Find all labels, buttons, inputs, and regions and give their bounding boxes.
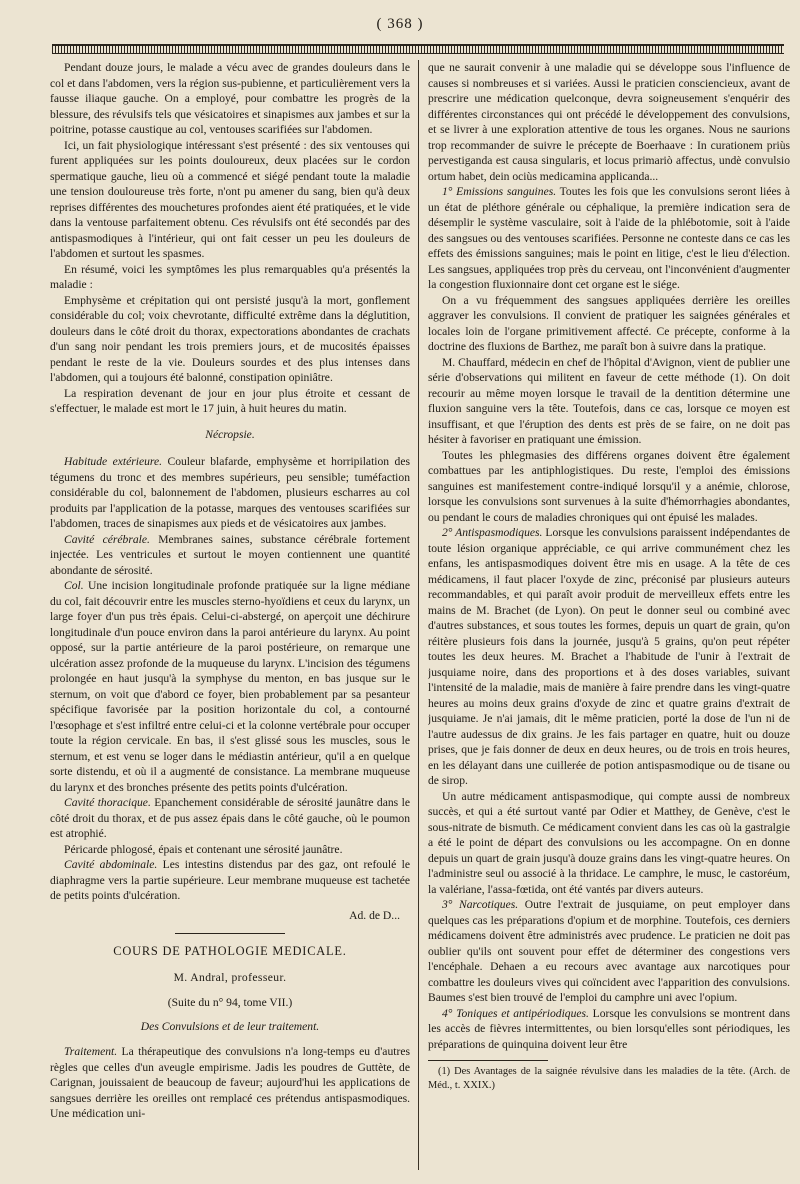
paragraph-text: Outre l'extrait de jusquiame, on peut employer dans quelques cas les préparations d'opium et de morphine. Toutefois, ces derniers médicamens doivent être administrés avec prudence. Le praticien ne doit pas oublier qu'ils ont souvent pour effet de déterminer des congestions vers l'encéphale. Dehaen a eu recours avec avantage aux narcotiques pour combattre les douleurs vives qui coïncident avec l'apparition des convulsions. Baumes s'est bien trouvé de l'emploi du camphre uni avec l'opium.	[428, 898, 790, 1004]
paragraph: Péricarde phlogosé, épais et contenant une sérosité jaunâtre.	[64, 842, 343, 856]
footnote: (1) Des Avantages de la saignée révulsive dans les maladies de la tête. (Arch. de Méd., t. XXIX.)	[428, 1066, 790, 1091]
paragraph	[50, 857, 410, 904]
paragraph-lead: Habitude extérieure.	[64, 455, 163, 468]
paragraph-text: Lorsque les convulsions paraissent indépendantes de toute lésion organique appréciable, ce qui arrive communément chez les enfans, les antispasmodiques doivent être mis en usage. A la tête de ces médicamens, il faut placer l'oxyde de zinc, préconisé par plusieurs auteurs recommandables, et qui paraît avoir produit de merveilleux effets entre les mains de M. Brachet (de Lyon). On peut le donner seul ou combiné avec d'autres substances, et sous toutes les formes, depuis un quart de grain, qu'on réitère plusieurs fois dans la journée, jusqu'à 5 grains, qu'on peut répéter toutes les deux heures. M. Brachet a l'habitude de l'unir à l'extrait de jusquiame noire, dans des proportions et à des doses variables, suivant l'intensité de la maladie, mais de manière à faire prendre dans les vingt-quatre heures au moins deux grains d'oxyde de zinc et quatre grains d'extrait de jusquiame. Je n'ai jamais, dit le même praticien, porté la dose de l'un ni de l'autre audessus de dix grains. Je les fais partager en quatre, huit ou douze prises, que je fais donner de deux en deux heures, ou de trois en trois heures, en les délayant dans une cuillerée de potion antispasmodique ou de tisane ou de sirop.	[428, 526, 790, 787]
paragraph	[428, 184, 790, 293]
course-title: COURS DE PATHOLOGIE MEDICALE.	[113, 944, 347, 958]
signature: Ad. de D...	[349, 908, 400, 922]
paragraph: M. Chauffard, médecin en chef de l'hôpital d'Avignon, vient de publier une série d'observations qui militent en faveur de cette méthode (1). On doit recourir au même moyen lorsque le travail de la dentition détermine une fluxion sanguine vers la tête. Toutefois, dans ce cas, lorsque ce moyen est insuffisant, et que l'éruption des dents est près de se faire, on ne doit pas hésiter à favoriser en pratiquant une émission.	[428, 355, 790, 446]
page-number: ( 368 )	[376, 16, 424, 32]
paragraph-text: Membranes saines, substance cérébrale fortement injectée. Les ventricules et surtout le moyen contiennent une quantité abondante de sérosité.	[50, 532, 410, 577]
paragraph	[50, 1044, 410, 1122]
paragraph-lead: Cavité cérébrale.	[64, 532, 150, 546]
paragraph: Pendant douze jours, le malade a vécu avec de grandes douleurs dans le col et dans l'abdomen, vers la région sus-pubienne, et particulièrement vers la fausse iliaque gauche. On a employé, pour combattre les progrès de la blessure, des révulsifs tels que vésicatoires et sinapismes aux jambes et sur la poitrine, potasse caustique au col, ventouses scarifiées sur l'abdomen.	[50, 61, 410, 136]
paragraph-text: Une incision longitudinale profonde pratiquée sur la ligne médiane du col, fait découvrir entre les muscles sterno-hyoïdiens et ceux du larynx, un large foyer d'un pus très épais. Celui-ci-abstergé, on aperçoit une déchirure longitudinale d'un pouce environ dans la paroi antérieure du larynx. Au point opposé, sur la partie antérieure de la paroi postérieure, on remarque une ulcération assez profonde de la muqueuse du larynx. L'incision des tégumens prolongée en haut jusqu'à la symphyse du menton, en bas jusque sur le sternum, on voit que d'abord ce foyer, bien probablement par sa pesanteur spécifique favorisée par la position horizontale du col, a contourné l'œsophage et s'est infiltré entre celui-ci et la colonne vertébrale pour occuper toute la région cervicale. En bas, il s'est glissé sous les muscles, sous le sternum, et est venu se loger dans le médiastin antérieur, qu'il a en quelque sorte distendu, et où il a augmenté de consistance. La membrane muqueuse du larynx et des bronches présente des petits points d'ulcération.	[50, 579, 410, 794]
paragraph-lead: 3° Narcotiques.	[442, 898, 519, 911]
paragraph	[50, 454, 410, 532]
paragraph-lead: Cavité abdominale.	[64, 858, 158, 871]
paragraph-text: Lorsque les convulsions se montrent dans les accès de fièvres intermittentes, ou bien lorsqu'elles sont périodiques, les préparations de quinquina doivent leur être	[428, 1006, 790, 1051]
paragraph-lead: Traitement.	[64, 1045, 118, 1058]
paragraph-text: Toutes les fois que les convulsions seront liées à un état de pléthore générale ou céphalique, la première indication sera de désemplir le système vasculaire, soit à l'aide de la phlébotomie, soit à l'aide des sangsues ou des ventouses scarifiées. Personne ne conteste dans ce cas les effets des émissions sanguines; mais le point en litige, c'est le lieu d'élection. Les sangsues, appliquées trop près du cerveau, ont l'inconvénient d'augmenter la congestion fluxionnaire dont cet organe est le siége.	[428, 185, 790, 291]
paragraph-text: La thérapeutique des convulsions n'a long-temps eu d'autres règles que celles d'un aveugle empirisme. Jadis les poudres de Guttète, de Carignan, jouissaient de beaucoup de faveur; aujourd'hui les applications de sangsues derrière les oreilles ont remplacé ces prétendus antispasmodiques. Une médication uni-	[50, 1045, 410, 1120]
paragraph: Emphysème et crépitation qui ont persisté jusqu'à la mort, gonflement considérable du col; voix chevrotante, difficulté extrême dans la déglutition, douleurs dans le côté droit du thorax, expectorations abondantes de crachats d'un sang noir pendant les trois premiers jours, et de mucosités épaisses pendant le reste de la vie. Douleurs sourdes et des plus intenses dans l'abdomen, qui a toujours été balonné, constipation opiniâtre.	[50, 293, 410, 384]
paragraph	[50, 532, 410, 579]
paragraph: On a vu fréquemment des sangsues appliquées derrière les oreilles aggraver les convulsions. Il convient de pratiquer les saignées générales et locales loin de l'organe primitivement affecté. Ce précepte, conforme à la doctrine des fluxions de Barthez, me paraît bon à suivre dans la pratique.	[428, 293, 790, 353]
paragraph	[428, 897, 790, 1006]
paragraph-lead: Col.	[64, 579, 84, 592]
footnote-rule	[428, 1060, 548, 1061]
paragraph-text: Couleur blafarde, emphysème et horripilation des tégumens du tronc et des membres supérieurs, peu sensible; tuméfaction considérable du col, balonnement de l'abdomen, plusieurs escharres au col produits par l'application de la potasse, marques des ventouses scarifiées sur l'abdomen, traces de sinapismes aux pieds et de vésicatoires aux jambes.	[50, 455, 410, 530]
continuation-note: (Suite du n° 94, tome VII.)	[167, 996, 293, 1009]
professor-line: M. Andral, professeur.	[173, 970, 287, 984]
paragraph	[50, 795, 410, 842]
header-rule	[52, 44, 784, 54]
paragraph-lead: 1° Emissions sanguines.	[442, 185, 557, 198]
paragraph: La respiration devenant de jour en jour plus étroite et cessant de s'effectuer, le malade est mort le 17 juin, à huit heures du matin.	[50, 386, 410, 415]
paragraph-text: Les intestins distendus par des gaz, ont refoulé le diaphragme vers la partie supérieure. Leur membrane muqueuse est tachetée de petits points d'ulcération.	[50, 858, 410, 902]
paragraph: Toutes les phlegmasies des différens organes doivent être également combattues par les antiphlogistiques. Du reste, l'emploi des émissions sanguines est manifestement contre-indiqué lorsqu'il y a anémie, chlorose, lorsque les convulsions sont survenues à la suite d'hémorrhagies abondantes, ou pendant le cours de maladies chroniques qui ont épuisé les malades.	[428, 448, 790, 524]
paragraph	[50, 578, 410, 795]
paragraph: En résumé, voici les symptômes les plus remarquables qu'a présentés la maladie :	[50, 262, 410, 291]
paragraph: Un autre médicament antispasmodique, qui compte aussi de nombreux succès, et qui a été surtout vanté par Odier et Matthey, de Genève, c'est le sous-nitrate de bismuth. Ce médicament convient dans les cas où la gastralgie a été le point de départ des convulsions ou les accompagne. On en donne depuis un quart de grain jusqu'à douze grains dans les vingt-quatre heures. On l'administre seul ou associé à la thridace. Le camphre, le musc, le castoréum, la valériane, l'assa-fœtida, ont été vantés par divers auteurs.	[428, 789, 790, 896]
paragraph-lead: 4° Toniques et antipériodiques.	[442, 1006, 589, 1020]
left-column	[50, 60, 410, 1170]
column-divider	[418, 60, 419, 1170]
paragraph: que ne saurait convenir à une maladie qui se développe sous l'influence de causes si nombreuses et si variées. Aussi le praticien consciencieux, avant de prescrire une médication quelconque, devra soigneusement s'enquérir des différentes circonstances qui ont précédé le développement des convulsions, et se livrer à une exploration attentive de tous les organes. Nous ne saurions trop recommander de suivre le précepte de Boerhaave : In curationem priùs pervestiganda est causa singularis, et locus primariò affectus, undè convulsio ortum habet, dein ociùs medicamina applicanda...	[428, 61, 790, 183]
paragraph-text: Epanchement considérable de sérosité jaunâtre dans le côté droit du thorax, et de pus assez épais dans le côté gauche, où le poumon est atrophié.	[50, 796, 410, 840]
article-subtitle: Des Convulsions et de leur traitement.	[140, 1019, 320, 1033]
paragraph	[428, 525, 790, 789]
section-divider	[175, 933, 285, 934]
paragraph-lead: Cavité thoracique.	[64, 796, 151, 809]
paragraph	[428, 1006, 790, 1053]
right-column	[428, 60, 790, 1170]
paragraph-lead: 2° Antispasmodiques.	[442, 526, 543, 539]
paragraph: Ici, un fait physiologique intéressant s'est présenté : des six ventouses qui furent appliquées sur les points douloureux, deux placées sur le cordon spermatique gauche, lieu où a commencé et siégé pendant toute la maladie une tension douloureuse très forte, n'ont pu amener du sang, bien qu'à deux reprises différentes des mouchetures profondes aient été pratiquées, et le vide dans la ventouse parfaitement obtenu. Ces révulsifs ont été secondés par des antispasmodiques à l'intérieur, qui ont fait cesser un peu les douleurs de l'abdomen et surtout les spasmes.	[50, 138, 410, 260]
section-heading-necropsie: Nécropsie.	[205, 427, 255, 441]
